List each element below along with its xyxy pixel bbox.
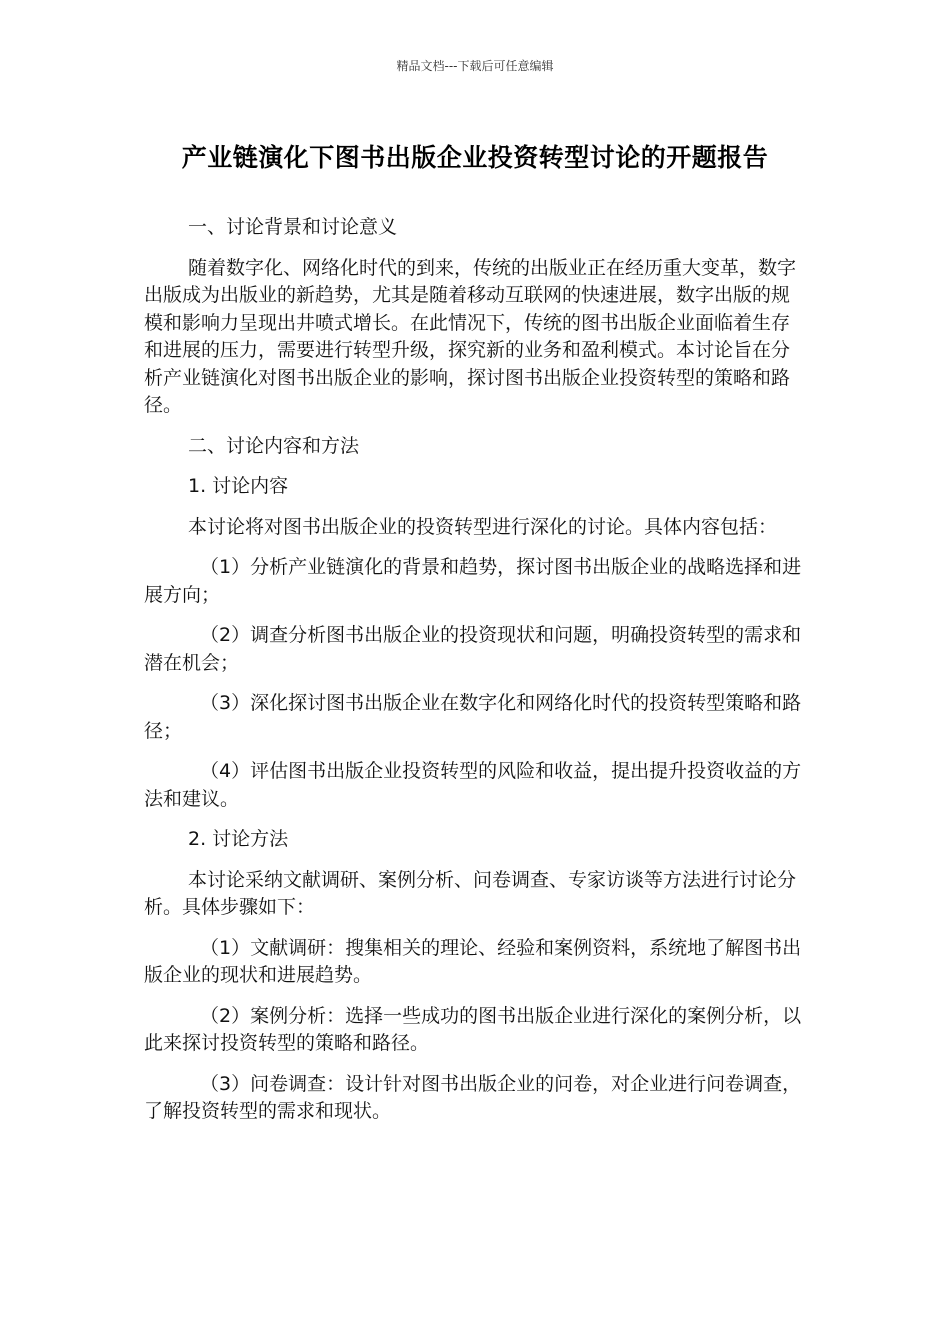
subsection-2-2-intro: 本讨论采纳文献调研、案例分析、问卷调查、专家访谈等方法进行讨论分析。具体步骤如下： [144, 868, 797, 918]
content-item-1: （1）分析产业链演化的背景和趋势，探讨图书出版企业的战略选择和进展方向； [144, 556, 802, 606]
document-title: 产业链演化下图书出版企业投资转型讨论的开题报告 [181, 143, 769, 172]
subsection-2-1-intro: 本讨论将对图书出版企业的投资转型进行深化的讨论。具体内容包括： [188, 515, 778, 538]
content-item-2: （2）调查分析图书出版企业的投资现状和问题，明确投资转型的需求和潜在机会； [144, 624, 802, 674]
content-item-4: （4）评估图书出版企业投资转型的风险和收益，提出提升投资收益的方法和建议。 [144, 760, 802, 810]
subsection-2-1-heading: 1. 讨论内容 [188, 475, 289, 497]
method-item-2: （2）案例分析：选择一些成功的图书出版企业进行深化的案例分析，以此来探讨投资转型的策略和路径。 [144, 1004, 802, 1054]
method-item-1: （1）文献调研：搜集相关的理论、经验和案例资料，系统地了解图书出版企业的现状和进展趋势。 [144, 936, 802, 986]
method-item-3: （3）问卷调查：设计针对图书出版企业的问卷，对企业进行问卷调查，了解投资转型的需求和现状。 [144, 1072, 802, 1122]
section-1-paragraph: 随着数字化、网络化时代的到来，传统的出版业正在经历重大变革，数字出版成为出版业的新趋势，尤其是随着移动互联网的快速进展，数字出版的规模和影响力呈现出井喷式增长。在此情况下，传统的图书出版企业面临着生存和进展的压力，需要进行转型升级，探究新的业务和盈利模式。本讨论旨在分析产业链演化对图书出版企业的影响，探讨图书出版企业投资转型的策略和路径。 [144, 256, 797, 416]
subsection-2-2-heading: 2. 讨论方法 [188, 828, 289, 850]
page-header-watermark: 精品文档---下载后可任意编辑 [396, 59, 554, 73]
content-item-3: （3）深化探讨图书出版企业在数字化和网络化时代的投资转型策略和路径； [144, 692, 802, 742]
section-1-heading: 一、讨论背景和讨论意义 [188, 216, 398, 238]
section-2-heading: 二、讨论内容和方法 [188, 434, 360, 457]
document-body [144, 214, 806, 1139]
